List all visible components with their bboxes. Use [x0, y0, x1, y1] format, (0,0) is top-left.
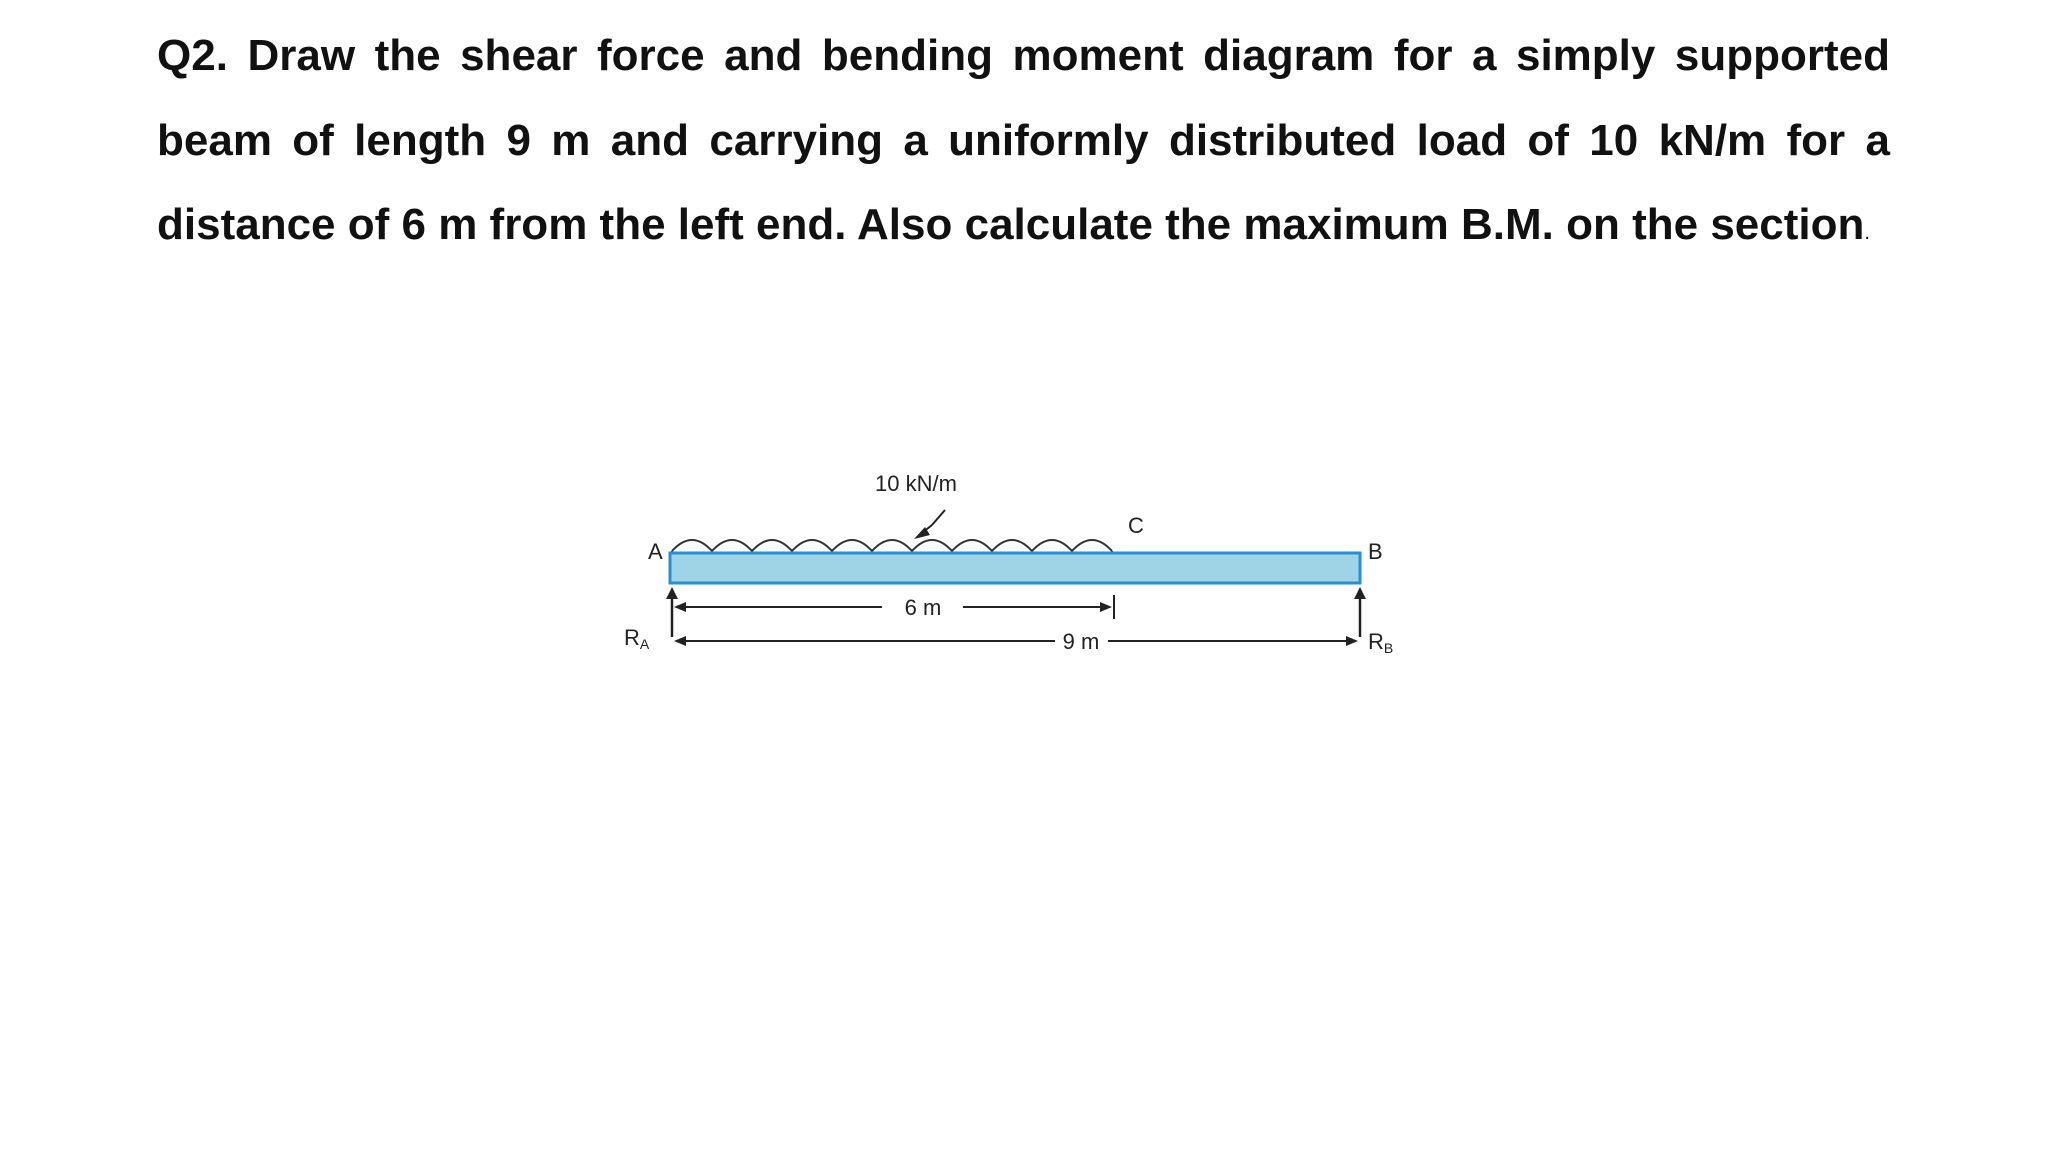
beam-span-label: 9 m — [1062, 629, 1100, 654]
question-number: Q2. — [157, 31, 228, 80]
reaction-a-arrow — [666, 587, 678, 637]
reaction-a-subscript: A — [639, 636, 650, 652]
load-pointer-arrow — [914, 510, 945, 539]
reaction-b-subscript: B — [1383, 640, 1394, 656]
load-label: 10 kN/m — [875, 471, 957, 496]
reaction-a-letter: R — [624, 625, 640, 650]
point-a-label: A — [648, 539, 663, 564]
reaction-b-label — [1368, 629, 1393, 656]
beam-span-dimension — [674, 636, 1358, 646]
udl-load-curve — [672, 540, 1112, 551]
reaction-b-arrow — [1354, 587, 1366, 637]
udl-span-dimension — [674, 595, 1114, 619]
question-paragraph — [157, 14, 1890, 276]
point-c-label: C — [1128, 513, 1144, 538]
udl-span-label: 6 m — [904, 595, 942, 620]
question-end-mark: . — [1864, 222, 1870, 244]
reaction-a-label — [624, 625, 650, 652]
reaction-b-letter: R — [1368, 629, 1384, 654]
beam — [670, 553, 1360, 583]
beam-diagram — [600, 455, 1420, 685]
beam-figure — [600, 455, 1420, 685]
question-text: Draw the shear force and bending moment diagram for a simply supported beam of length 9 m and carrying a uniformly distributed load of 10 kN/m for a distance of 6 m from the left end. Also calculate the maximum B.M. on the section — [157, 31, 1890, 249]
point-b-label: B — [1368, 539, 1383, 564]
